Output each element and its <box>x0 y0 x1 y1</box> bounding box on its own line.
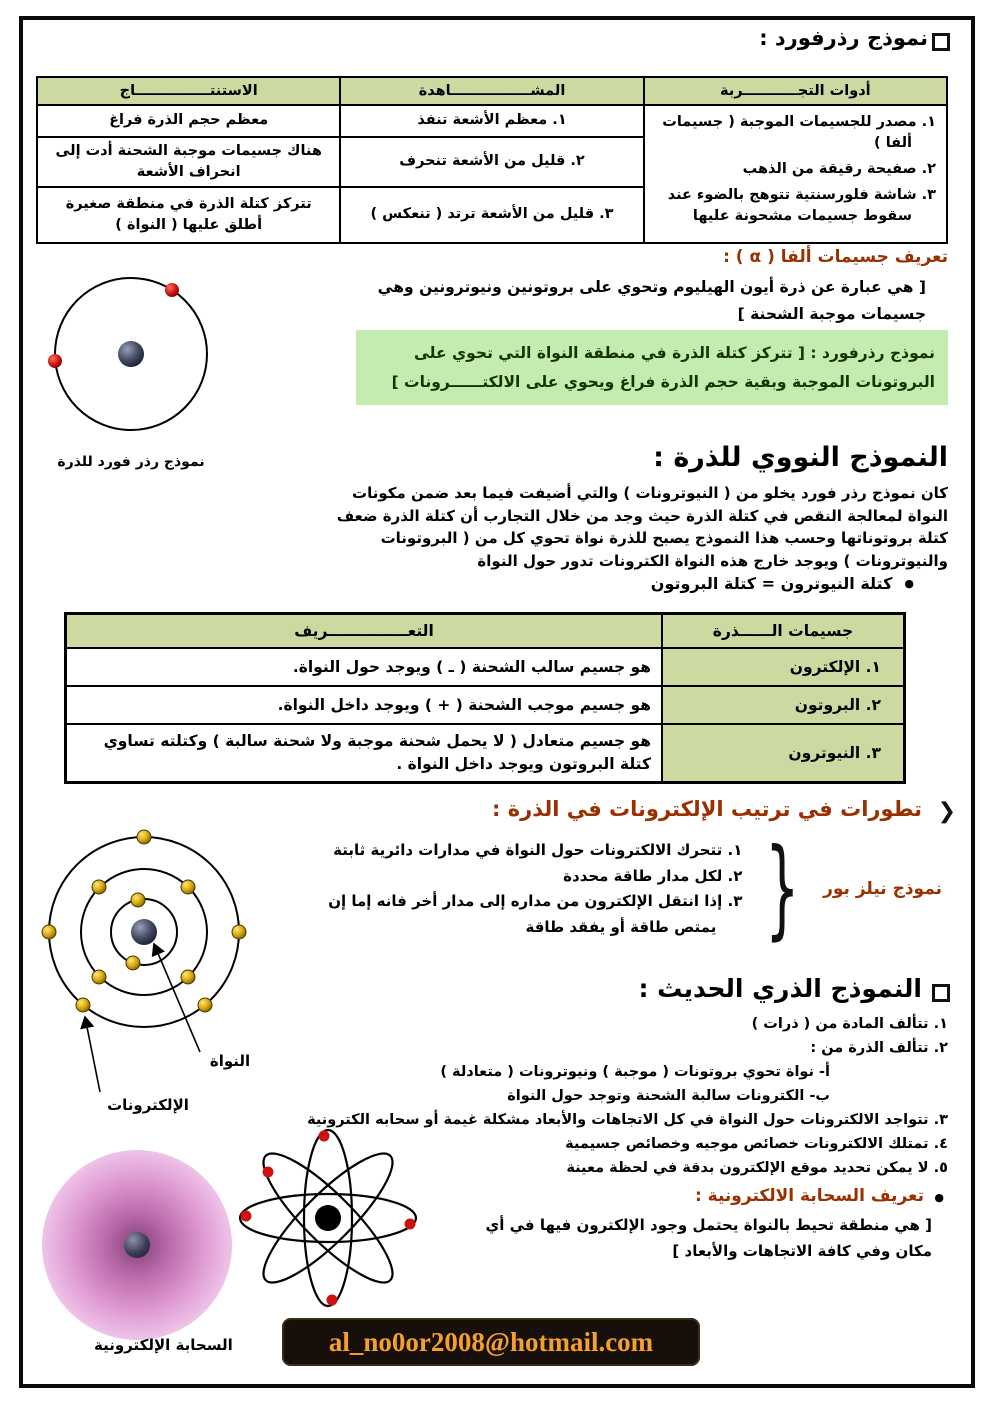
observation-cell: ٢. قليل من الأشعة تنحرف <box>340 137 643 187</box>
bohr-atom-svg <box>16 820 272 1120</box>
conclusion-cell: هناك جسيمات موجبة الشحنة أدت إلى انحراف الأشعة <box>37 137 340 187</box>
electron <box>181 970 195 984</box>
particles-table <box>64 612 906 784</box>
electrons-label: الإلكترونات <box>107 1096 189 1114</box>
email-text: al_no0or2008@hotmail.com <box>328 1326 654 1357</box>
experiment-table <box>36 76 948 244</box>
electron <box>263 1167 274 1178</box>
section-arrow-icon: ❮ <box>937 799 956 824</box>
bohr-point: ٢. لكل مدار طاقة محددة <box>563 866 743 885</box>
particles-table-header-row <box>66 614 905 649</box>
table-row <box>66 724 905 782</box>
list-item: ٤. تمتلك الالكترونات خصائص موجيه وخصائص جسيمية <box>565 1136 948 1153</box>
developments-title: تطورات في ترتيب الإلكترونات في الذرة : <box>492 797 922 821</box>
table-row <box>37 105 947 137</box>
page-title: نموذج رذرفورد : <box>759 26 928 50</box>
alpha-particle <box>48 354 62 368</box>
bullet-dot-icon: ● <box>904 577 914 590</box>
square-bullet-icon <box>932 33 950 51</box>
list-item: ٢. تتألف الذرة من : <box>810 1040 948 1057</box>
square-bullet-icon <box>932 984 950 1002</box>
electron-cloud-caption: السحابة الإلكترونية <box>94 1336 233 1354</box>
electron <box>181 880 195 894</box>
electron <box>241 1211 252 1222</box>
particle-definition-cell: هو جسيم متعادل ( لا يحمل شحنة موجبة ولا شحنة سالبة ) وكتلته تساوي كتلة البروتون ويوجد داخل النواة . <box>66 724 663 782</box>
rutherford-atom-diagram <box>26 262 236 470</box>
electrons-pointer-arrow <box>85 1017 100 1092</box>
tools-cell <box>644 105 947 243</box>
neutron-mass-note-text: كتلة النيوترون = كتلة البروتون <box>650 574 893 593</box>
electron-cloud-title: تعريف السحابة الالكترونية : <box>694 1186 924 1206</box>
col-header-tools: أدوات التجـــــــــــربة <box>644 77 947 105</box>
electron <box>92 880 106 894</box>
bohr-atom-diagram <box>16 820 272 1124</box>
list-item: ٥. لا يمكن تحديد موقع الإلكترون بدقة في لحظة معينة <box>566 1160 948 1177</box>
tool-item: ٣. شاشة فلورسنتية تتوهج بالضوء عند سقوط جسيمات مشحونة عليها <box>667 187 936 225</box>
col-header-particle: جسيمات الــــــذرة <box>662 614 905 649</box>
experiment-table-header-row <box>37 77 947 105</box>
electron <box>76 998 90 1012</box>
bohr-model-points <box>328 838 742 940</box>
electron <box>131 893 145 907</box>
atom-symbol-svg <box>228 1126 428 1316</box>
rutherford-atom-svg <box>26 262 236 448</box>
table-row <box>66 648 905 686</box>
brace-icon: } <box>765 826 800 952</box>
electron-cloud-figure <box>42 1150 232 1340</box>
rutherford-diagram-caption: نموذج رذر فورد للذرة <box>57 454 205 470</box>
electron <box>405 1219 416 1230</box>
list-sub-item: ب- الكترونات سالبة الشحنة وتوجد حول النواة <box>507 1088 830 1105</box>
col-header-observation: المشــــــــــــــــاهدة <box>340 77 643 105</box>
tool-item: ٢. صفيحة رقيقة من الذهب <box>742 161 936 178</box>
list-item: ١. تتألف المادة من ( ذرات ) <box>751 1016 948 1032</box>
observation-cell: ٣. قليل من الأشعة ترتد ( تنعكس ) <box>340 187 643 243</box>
bohr-point: ٣. إذا انتقل الإلكترون من مداره إلى مدار أخر فانه إما إن يمتص طاقة أو يفقد طاقة <box>328 892 743 936</box>
conclusion-cell: تتركز كتلة الذرة في منطقة صغيرة أطلق عليها ( النواة ) <box>37 187 340 243</box>
neutron-mass-note <box>651 574 914 593</box>
atom-symbol-figure <box>228 1126 428 1320</box>
nucleus-pointer-arrow <box>154 944 200 1052</box>
list-sub-item: أ- نواة تحوي بروتونات ( موجبة ) ونيوترونات ( متعادلة ) <box>440 1064 830 1081</box>
electron <box>92 970 106 984</box>
bohr-model-block <box>328 826 948 952</box>
alpha-definition-text: [ هي عبارة عن ذرة أيون الهيليوم وتحوي على بروتونين ونيوترونين وهي جسيمات موجبة الشحنة ] <box>377 278 926 324</box>
electron <box>137 830 151 844</box>
modern-model-title: النموذج الذري الحديث : <box>638 974 922 1003</box>
particle-name-cell: ٢. البروتون <box>662 686 905 724</box>
col-header-definition: التعـــــــــــــــريف <box>66 614 663 649</box>
nucleus <box>131 919 157 945</box>
electron <box>232 925 246 939</box>
electron <box>42 925 56 939</box>
email-banner <box>282 1318 700 1366</box>
nuclear-model-paragraph: كان نموذج رذر فورد يخلو من ( النيوترونات ) والتي أضيفت فيما بعد ضمن مكونات النواة لمعالجة النقص في كتلة الذرة حيث وجد من خلال التجارب أن كتلة الذرة ضعف كتلة بروتوناتها وحسب هذا النموذج يصبح للذرة نواة تحوي كل من ( البروتونات والنيوترونات ) ويوجد خارج هذه النواة الكترونات تدور حول النواة <box>336 484 948 570</box>
electron <box>327 1295 338 1306</box>
nucleus <box>118 341 144 367</box>
conclusion-cell: معظم حجم الذرة فراغ <box>37 105 340 137</box>
particle-name-cell: ١. الإلكترون <box>662 648 905 686</box>
nucleus-label: النواة <box>209 1052 251 1070</box>
alpha-definition-title: تعريف جسيمات ألفا ( α ) : <box>723 247 948 267</box>
electron-cloud-text: [ هي منطقة تحيط بالنواة يحتمل وجود الإلكترون فيها في أي مكان وفي كافة الاتجاهات والأبعاد ] <box>485 1216 932 1260</box>
bohr-point: ١. تتحرك الالكترونات حول النواة في مدارات دائرية ثابتة <box>333 841 743 859</box>
bohr-model-label: نموذج نيلز بور <box>823 879 942 899</box>
particle-definition-cell: هو جسيم سالب الشحنة ( ـ ) ويوجد حول النواة. <box>66 648 663 686</box>
particle-definition-cell: هو جسيم موجب الشحنة ( + ) ويوجد داخل النواة. <box>66 686 663 724</box>
nucleus <box>124 1232 150 1258</box>
electron <box>126 956 140 970</box>
alpha-particle <box>165 283 179 297</box>
col-header-conclusion: الاستنتـــــــــــــــاج <box>37 77 340 105</box>
electron <box>198 998 212 1012</box>
observation-cell: ١. معظم الأشعة تنفذ <box>340 105 643 137</box>
nuclear-model-title: النموذج النووي للذرة : <box>653 442 948 473</box>
bullet-dot-icon: ● <box>934 1191 944 1204</box>
rutherford-summary-highlight: نموذج رذرفورد : [ تتركز كتلة الذرة في منطقة النواة التي تحوي على البروتونات الموجبة وبقية حجم الذرة فراغ ويحوي على الالكتــــــرونات ] <box>356 330 948 405</box>
table-row <box>66 686 905 724</box>
electron <box>319 1131 330 1142</box>
nucleus <box>315 1205 341 1231</box>
list-item: ٣. تتواجد الالكترونات حول النواة في كل الاتجاهات والأبعاد مشكلة غيمة أو سحابه الكترونية <box>307 1112 948 1129</box>
particle-name-cell: ٣. النيوترون <box>662 724 905 782</box>
tool-item: ١. مصدر للجسيمات الموجبة ( جسيمات ألفا ) <box>662 114 936 152</box>
